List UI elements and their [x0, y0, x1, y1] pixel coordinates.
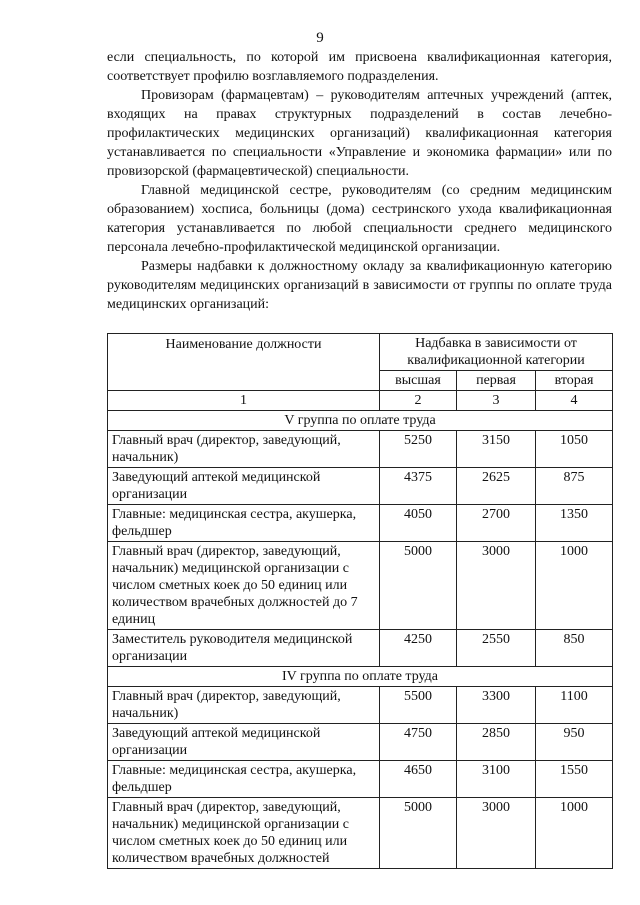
value-cell: 2700	[457, 505, 536, 542]
value-cell: 5000	[380, 798, 457, 869]
table-row	[108, 724, 613, 761]
value-cell: 3000	[457, 798, 536, 869]
header-first: первая	[457, 371, 536, 391]
header-bonus: Надбавка в зависимости от квалификационной категории	[380, 334, 613, 371]
value-cell: 3100	[457, 761, 536, 798]
value-cell: 1550	[536, 761, 613, 798]
value-cell: 2850	[457, 724, 536, 761]
table-row	[108, 431, 613, 468]
position-cell: Главный врач (директор, заведующий, начальник) медицинской организации с числом сметных коек до 50 единиц или количеством врачебных должностей	[108, 798, 380, 869]
table-row	[108, 687, 613, 724]
paragraph: если специальность, по которой им присвоена квалификационная категория, соответствует профилю возглавляемого подразделения.	[107, 50, 612, 84]
paragraph: Провизорам (фармацевтам) – руководителям аптечных учреждений (аптек, входящих на правах структурных подразделений в состав лечебно-профилактических медицинских организаций) квалификационная категория устанавливается по специальности «Управление и экономика фармации» или по провизорской (фармацевтической) специальности.	[107, 88, 612, 179]
value-cell: 1050	[536, 431, 613, 468]
value-cell: 4375	[380, 468, 457, 505]
header-second: вторая	[536, 371, 613, 391]
position-cell: Главные: медицинская сестра, акушерка, фельдшер	[108, 761, 380, 798]
table-row	[108, 468, 613, 505]
paragraph: Главной медицинской сестре, руководителям (со средним медицинским образованием) хосписа, больницы (дома) сестринского ухода квалификационная категория устанавливается по любой специальности среднего медицинского персонала лечебно-профилактической медицинской организации.	[107, 183, 612, 255]
value-cell: 1000	[536, 542, 613, 630]
value-cell: 1350	[536, 505, 613, 542]
position-cell: Главный врач (директор, заведующий, начальник)	[108, 687, 380, 724]
value-cell: 1100	[536, 687, 613, 724]
table-row	[108, 630, 613, 667]
column-number: 1	[108, 391, 380, 411]
value-cell: 3150	[457, 431, 536, 468]
value-cell: 5000	[380, 542, 457, 630]
value-cell: 5250	[380, 431, 457, 468]
header-highest: высшая	[380, 371, 457, 391]
position-cell: Заведующий аптекой медицинской организации	[108, 724, 380, 761]
value-cell: 2550	[457, 630, 536, 667]
value-cell: 2625	[457, 468, 536, 505]
value-cell: 4650	[380, 761, 457, 798]
column-number: 3	[457, 391, 536, 411]
position-cell: Заместитель руководителя медицинской организации	[108, 630, 380, 667]
paragraph: Размеры надбавки к должностному окладу за квалификационную категорию руководителям медицинских организаций в зависимости от группы по оплате труда медицинских организаций:	[107, 259, 612, 312]
value-cell: 4250	[380, 630, 457, 667]
position-cell: Заведующий аптекой медицинской организации	[108, 468, 380, 505]
value-cell: 1000	[536, 798, 613, 869]
column-number: 2	[380, 391, 457, 411]
value-cell: 850	[536, 630, 613, 667]
bonus-table	[107, 333, 613, 869]
position-cell: Главные: медицинская сестра, акушерка, фельдшер	[108, 505, 380, 542]
column-number: 4	[536, 391, 613, 411]
value-cell: 950	[536, 724, 613, 761]
position-cell: Главный врач (директор, заведующий, начальник)	[108, 431, 380, 468]
value-cell: 5500	[380, 687, 457, 724]
position-cell: Главный врач (директор, заведующий, начальник) медицинской организации с числом сметных коек до 50 единиц или количеством врачебных должностей до 7 единиц	[108, 542, 380, 630]
table-row	[108, 761, 613, 798]
header-position: Наименование должности	[108, 334, 380, 391]
value-cell: 4750	[380, 724, 457, 761]
value-cell: 4050	[380, 505, 457, 542]
page-number: 9	[316, 30, 324, 46]
table-row	[108, 542, 613, 630]
value-cell: 875	[536, 468, 613, 505]
value-cell: 3300	[457, 687, 536, 724]
group-title: IV группа по оплате труда	[108, 667, 613, 687]
table-row	[108, 798, 613, 869]
group-title: V группа по оплате труда	[108, 411, 613, 431]
body-text	[107, 48, 612, 314]
table-row	[108, 505, 613, 542]
value-cell: 3000	[457, 542, 536, 630]
